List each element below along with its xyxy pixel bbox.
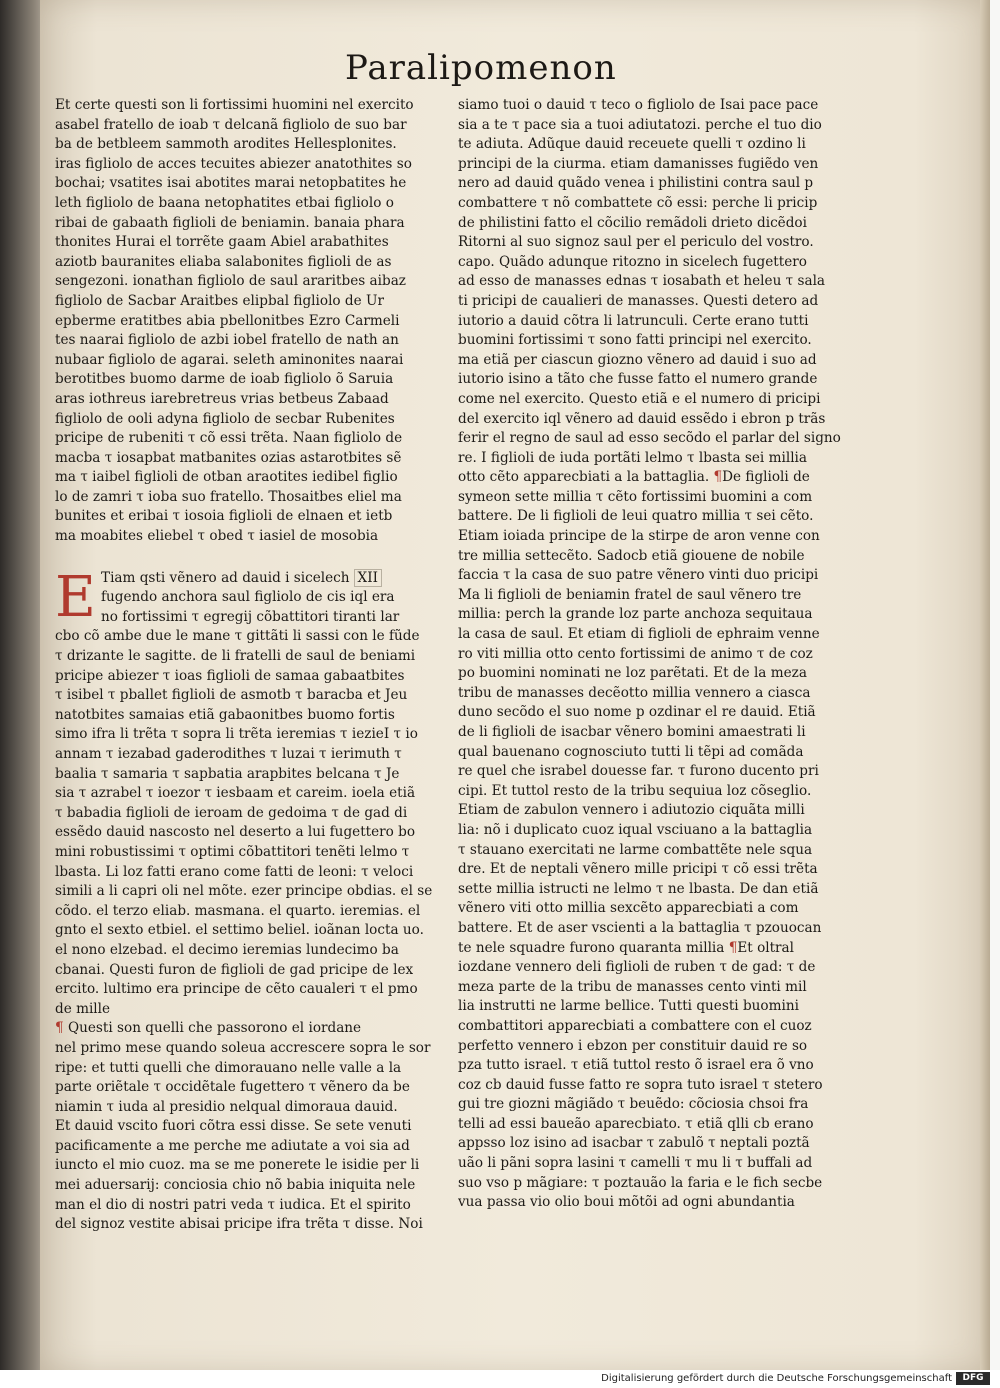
text-line: dre. Et de neptali vẽnero mille pricipi τ cõ essi trẽta — [458, 861, 818, 878]
text-line: τ isibel τ pballet figlioli de asmotb τ baracba et Jeu — [55, 687, 408, 704]
text-line: lbasta. Li loz fatti erano come fatti de leoni: τ veloci — [55, 863, 414, 880]
pilcrow-mark: ¶ — [724, 939, 738, 956]
text-line: battere. De li figlioli de leui quatro millia τ sei cẽto. — [458, 508, 814, 525]
text-line: el nono elzebad. el decimo ieremias lundecimo ba — [55, 941, 399, 958]
text-line: gnto el sexto etbiel. el settimo beliel. ioãnan locta uo. — [55, 922, 424, 939]
text-line: nel primo mese quando soleua accrescere sopra le sor — [55, 1039, 431, 1056]
text-line: uão li pãni sopra lasini τ camelli τ mu li τ buffali ad — [458, 1155, 813, 1172]
text-line: aras iothreus iarebretreus vrias betbeus Zabaad — [55, 390, 389, 407]
text-line: Et certe questi son li fortissimi huomini nel exercito — [55, 97, 414, 113]
text-line: iozdane vennero deli figlioli de ruben τ de gad: τ de — [458, 959, 816, 976]
text-line: sengezoni. ionathan figliolo de saul araritbes aibaz — [55, 273, 406, 290]
text-fragment: Questi son quelli che passorono el iordane — [67, 1020, 362, 1037]
text-line: Ritorni al suo signoz saul per el periculo del vostro. — [458, 234, 814, 251]
text-line: iutorio isino a tãto che fusse fatto el numero grande — [458, 371, 818, 388]
text-line: figliolo de Sacbar Araitbes elipbal figliolo de Ur — [55, 292, 384, 309]
text-line: ad esso de manasses ednas τ iosabath et heleu τ sala — [458, 273, 826, 290]
text-line: ma etiã per ciascun giozno vẽnero ad dauid i suo ad — [458, 351, 817, 368]
text-line: nubaar figliolo de agarai. seleth aminonites naarai — [55, 351, 404, 368]
text-line: duno secõdo el suo nome p ozdinar el re dauid. Etiã — [458, 704, 816, 721]
pilcrow-mark: ¶ — [709, 469, 723, 486]
text-line: qual bauenano cognosciuto tutti li tẽpi ad comãda — [458, 743, 804, 760]
text-line: mei aduersarij: conciosia chio nõ babia iniquita nele — [55, 1177, 416, 1194]
text-line: siamo tuoi o dauid τ teco o figliolo de Isai pace pace — [458, 97, 819, 113]
text-line: ti pricipi de caualieri de manasses. Questi detero ad — [458, 292, 819, 309]
text-line: del signoz vestite abisai pricipe ifra trẽta τ disse. Noi — [55, 1216, 423, 1233]
footer-bar — [0, 1370, 1000, 1388]
text-line: thonites Hurai el torrẽte gaam Abiel arabathites — [55, 234, 389, 251]
text-line: lia instrutti ne larme bellice. Tutti questi buomini — [458, 998, 799, 1015]
text-fragment: Et oltral — [737, 939, 795, 956]
text-line: bunites et eribai τ iosoia figlioli de elnaen et ietb — [55, 508, 393, 525]
text-line: sia τ azrabel τ ioezor τ iesbaam et careim. ioela etiã — [55, 785, 416, 802]
text-line: τ babadia figlioli de ieroam de gedoima τ de gad di — [55, 804, 408, 821]
text-line: macba τ iosapbat matbanites ozias astarotbites sẽ — [55, 449, 402, 466]
text-line: la casa de saul. Et etiam di figlioli de ephraim venne — [458, 626, 820, 643]
text-line: lo de zamri τ ioba suo fratello. Thosaitbes eliel ma — [55, 488, 402, 505]
text-line: capo. Quãdo adunque ritozno in sicelech fugettero — [458, 253, 807, 270]
drop-cap-initial: E — [55, 564, 96, 630]
text-line: te adiuta. Adũque dauid receuete quelli τ ozdino li — [458, 136, 806, 153]
text-line: Tiam qsti vẽnero ad dauid i sicelech XII — [55, 569, 455, 589]
text-line: telli ad essi baueão aparecbiato. τ etiã qlli cb erano — [458, 1115, 814, 1132]
text-line: cipi. Et tuttol resto de la tribu sequiua loz cõseglio. — [458, 782, 812, 799]
text-line: re quel che israbel douesse far. τ furono ducento pri — [458, 763, 819, 780]
text-line: del exercito iql vẽnero ad dauid essẽdo i ebron p trãs — [458, 410, 826, 427]
text-line: man el dio di nostri patri veda τ iudica. Et el spirito — [55, 1196, 411, 1213]
text-line: perfetto vennero i ebzon per constituir dauid re so — [458, 1037, 808, 1054]
text-line: ribai de gabaath figlioli de beniamin. banaia phara — [55, 214, 405, 231]
text-line: gui tre giozni mãgiãdo τ beuẽdo: cõciosia chsoi fra — [458, 1096, 809, 1113]
text-line: τ drizante le sagitte. de li fratelli de saul de beniami — [55, 648, 416, 665]
text-line: annam τ iezabad gaderodithes τ luzai τ ierimuth τ — [55, 746, 402, 762]
text-line: ro viti millia otto cento fortissimi de animo τ de coz — [458, 645, 813, 662]
text-line: principi de la ciurma. etiam damanisses fugiẽdo ven — [458, 155, 819, 172]
dfg-logo: DFG — [956, 1372, 990, 1385]
text-line: lia: nõ i duplicato cuoz iqual vsciuano a la battaglia — [458, 821, 813, 838]
text-line: meza parte de la tribu de manasses cento vinti mil — [458, 978, 807, 995]
text-line: ripe: et tutti quelli che dimorauano nelle valle a la — [55, 1059, 402, 1076]
text-line: epberme eratitbes abia pbellonitbes Ezro Carmeli — [55, 312, 400, 329]
text-line: mini robustissimi τ optimi cõbattitori tenẽti lelmo τ — [55, 843, 410, 860]
text-line: symeon sette millia τ cẽto fortissimi buomini a com — [458, 488, 813, 505]
text-line: buomini fortissimi τ sono fatti principi nel exercito. — [458, 332, 812, 349]
pilcrow-mark: ¶ — [55, 1020, 68, 1037]
right-column — [458, 96, 853, 1213]
text-line: aziotb bauranites eliaba salabonites figlioli de as — [55, 253, 392, 270]
text-line: figliolo de ooli adyna figliolo de secbar Rubenites — [55, 410, 395, 427]
text-line: Et dauid vscito fuori cõtra essi disse. Se sete venuti — [55, 1118, 412, 1135]
text-line: niamin τ iuda al presidio nelqual dimoraua dauid. — [55, 1098, 398, 1115]
text-line: iutorio a dauid cõtra li latrunculi. Certe erano tutti — [458, 312, 809, 329]
text-line: faccia τ la casa de suo patre vẽnero vinti duo pricipi — [458, 567, 819, 584]
text-line: appsso loz isino ad isacbar τ zabulõ τ neptali poztã — [458, 1135, 810, 1152]
text-line: simili a li capri oli nel mõte. ezer principe obdias. el se — [55, 883, 433, 900]
text-line: iras figliolo de acces tecuites abiezer anatothites so — [55, 155, 412, 172]
text-line: ma moabites eliebel τ obed τ iasiel de mosobia — [55, 528, 379, 545]
text-line: coz cb dauid fusse fatto re sopra tuto israel τ stetero — [458, 1076, 823, 1093]
text-line: suo vso p mãgiare: τ poztauão la faria e le fich secbe — [458, 1174, 823, 1191]
text-line: Ma li figlioli de beniamin fratel de saul vẽnero tre — [458, 586, 802, 603]
text-line: de mille — [55, 1000, 111, 1017]
text-line: pricipe abiezer τ ioas figlioli de samaa gabaatbites — [55, 667, 405, 684]
footer-credit: Digitalisierung gefördert durch die Deutsche Forschungsgemeinschaft — [601, 1373, 952, 1384]
text-line: vua passa vio olio boui mõtõi ad ogni abundantia — [458, 1194, 795, 1211]
text-line: sia a te τ pace sia a tuoi adiutatozi. perche el tuo dio — [458, 116, 822, 133]
text-line: combattitori apparecbiati a combattere con el cuoz — [458, 1017, 812, 1034]
text-line: de li figlioli de isacbar vẽnero bomini amaestrati li — [458, 724, 806, 740]
text-line: po buomini nominati ne loz parẽtati. Et de la meza — [458, 665, 807, 682]
text-line: Etiam de zabulon vennero i adiutozio ciquãta milli — [458, 802, 805, 819]
paragraph-gap — [55, 547, 455, 569]
text-line: tes naarai figliolo de azbi iobel fratello de nath an — [55, 332, 399, 349]
text-line: ferir el regno de saul ad esso secõdo el parlar del signo — [458, 430, 841, 447]
text-line — [55, 1019, 455, 1039]
text-line: bochai; vsatites isai abotites marai netopbatites he — [55, 175, 407, 192]
text-line: ba de betbleem sammoth arodites Hellesplonites. — [55, 136, 397, 153]
text-line: combattere τ nõ combattete cõ essi: perche li pricip — [458, 194, 818, 211]
running-header: Paralipomenon — [345, 48, 617, 88]
text-line: millia: perch la grande loz parte anchoza sequitaua — [458, 606, 813, 623]
text-line: cõdo. el terzo eliab. masmana. el quarto. ieremias. el — [55, 902, 421, 919]
text-line: τ stauano exercitati ne larme combattẽte nele squa — [458, 841, 813, 858]
text-line: tribu de manasses decẽotto millia vennero a ciasca — [458, 684, 811, 701]
text-line: de philistini fatto el cõcilio remãdoli drieto dicẽdoi — [458, 214, 807, 231]
text-fragment: De figlioli de — [722, 469, 810, 486]
text-line: berotitbes buomo darme de ioab figliolo õ Saruia — [55, 371, 394, 388]
text-line: fugendo anchora saul figliolo de cis iql era — [101, 589, 395, 606]
chapter-opening — [55, 564, 455, 630]
text-line: vẽnero viti otto millia sexcẽto apparecbiati a com — [458, 900, 799, 917]
text-line: leth figliolo de baana netophatites etbai figliolo o — [55, 194, 394, 211]
text-line: come nel exercito. Questo etiã e el numero di pricipi — [458, 390, 821, 407]
left-column — [55, 96, 455, 1235]
text-line: battere. Et de aser vscienti a la battaglia τ pzouocan — [458, 919, 822, 936]
text-line: pacificamente a me perche me adiutate a voi sia ad — [55, 1137, 410, 1154]
text-line: Etiam ioiada principe de la stirpe de aron venne con — [458, 528, 820, 545]
text-line: natotbites samaias etiã gabaonitbes buomo fortis — [55, 706, 395, 723]
text-line: simo ifra li trẽta τ sopra li trẽta ieremias τ iezieI τ io — [55, 726, 418, 743]
text-line: no fortissimi τ egregij cõbattitori tiranti lar — [101, 608, 400, 625]
text-line: ercito. lultimo era principe de cẽto caualeri τ el pmo — [55, 981, 418, 998]
text-line: tre millia settecẽto. Sadocb etiã giouene de nobile — [458, 547, 805, 564]
text-line: iuncto el mio cuoz. ma se me ponerete le isidie per li — [55, 1157, 420, 1174]
text-line: nero ad dauid quãdo venea i philistini contra saul p — [458, 175, 814, 192]
text-line: cbanai. Questi furon de figlioli de gad pricipe de lex — [55, 961, 414, 978]
text-line: sette millia istructi ne lelmo τ ne lbasta. De dan etiã — [458, 880, 819, 897]
text-line: essẽdo dauid nascosto nel deserto a lui fugettero bo — [55, 824, 416, 841]
text-line: cbo cõ ambe due le mane τ gittãti li sassi con le fũde — [55, 628, 420, 645]
text-line: ma τ iaibel figlioli de otban araotites iedibel figlio — [55, 469, 398, 486]
text-line: baalia τ samaria τ sapbatia arapbites belcana τ Je — [55, 765, 400, 782]
text-line: re. I figlioli de iuda portãti lelmo τ lbasta sei millia — [458, 449, 807, 466]
chapter-number: XII — [354, 569, 382, 587]
page-right-edge — [980, 0, 990, 1372]
text-line: parte oriẽtale τ occidẽtale fugettero τ vẽnero da be — [55, 1079, 410, 1096]
text-line: otto cẽto apparecbiati a la battaglia. ¶De figlioli de — [458, 469, 810, 486]
text-line: te nele squadre furono quaranta millia ¶Et oltral — [458, 939, 795, 956]
text-line: pricipe de rubeniti τ cõ essi trẽta. Naan figliolo de — [55, 430, 403, 447]
text-line: asabel fratello de ioab τ delcanã figliolo de suo bar — [55, 116, 407, 133]
text-line: pza tutto israel. τ etiã tuttol resto õ israel era õ vno — [458, 1057, 814, 1074]
